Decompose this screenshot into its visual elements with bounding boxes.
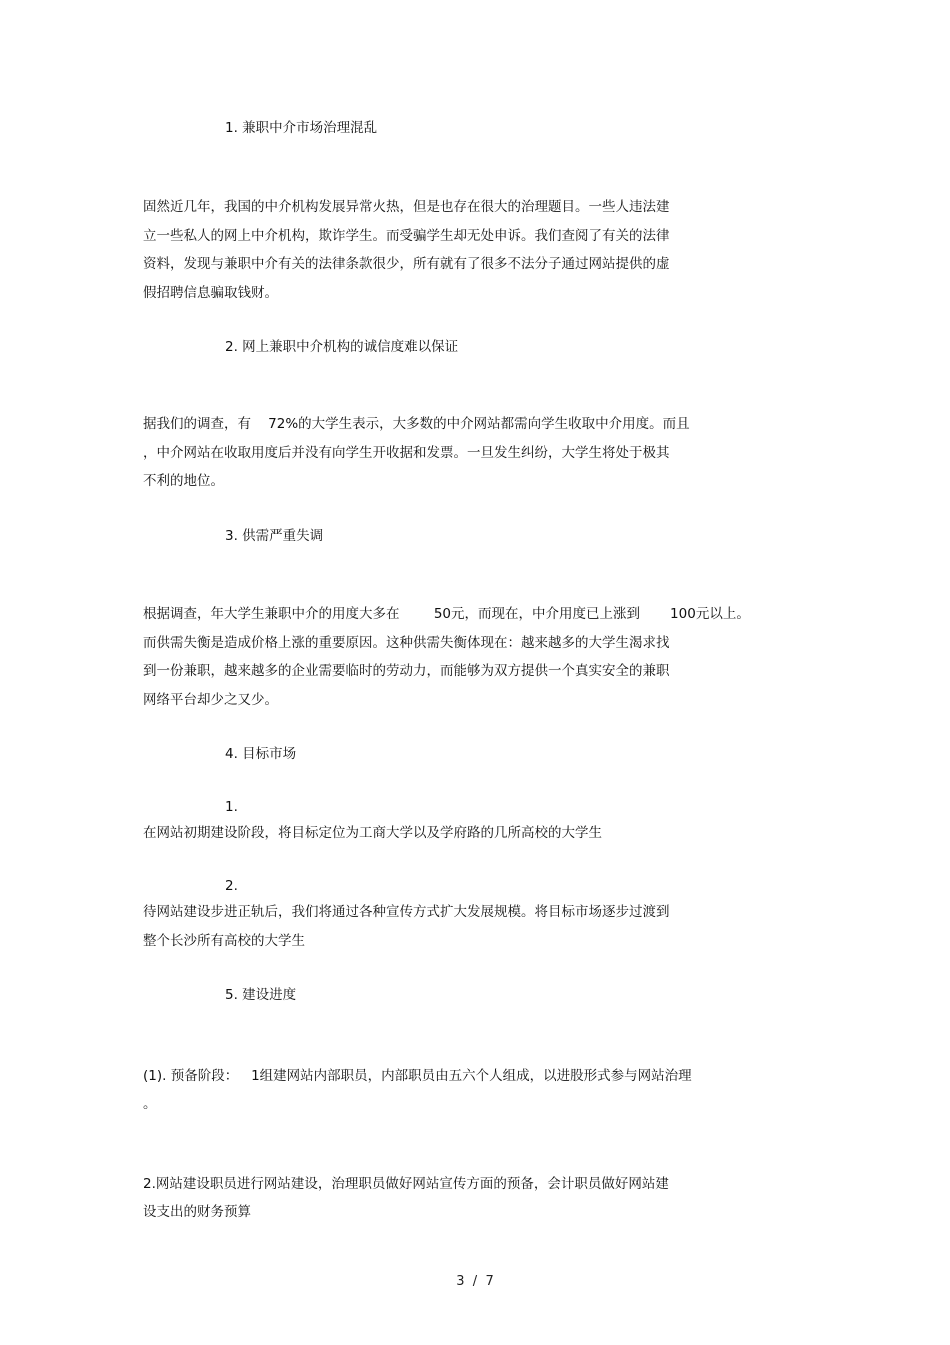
paragraph-line: 网络平台却少之又少。 <box>143 692 278 708</box>
paragraph-line: 假招聘信息骗取钱财。 <box>143 285 278 301</box>
section-heading-1: 1. 兼职中介市场治理混乱 <box>225 120 378 136</box>
paragraph-line: 固然近几年，我国的中介机构发展异常火热，但是也存在很大的治理题目。一些人违法建 <box>143 199 670 215</box>
paragraph-line: 设支出的财务预算 <box>143 1204 251 1220</box>
paragraph-line: (1). 预备阶段： 1组建网站内部职员，内部职员由五六个人组成，以进股形式参与网站治理 <box>143 1068 692 1084</box>
section-heading-4: 4. 目标市场 <box>225 746 297 762</box>
paragraph-line: 据我们的调查，有 72%的大学生表示，大多数的中介网站都需向学生收取中介用度。而且 <box>143 416 690 432</box>
paragraph-line: 不利的地位。 <box>143 473 224 489</box>
paragraph-line: ，中介网站在收取用度后并没有向学生开收据和发票。一旦发生纠纷，大学生将处于极其 <box>143 445 670 461</box>
paragraph-line: 而供需失衡是造成价格上涨的重要原因。这种供需失衡体现在：越来越多的大学生渴求找 <box>143 635 670 651</box>
paragraph-line: 根据调查，年大学生兼职中介的用度大多在 50元，而现在，中介用度已上涨到 100元以上。 <box>143 606 750 622</box>
paragraph-line: 资料，发现与兼职中介有关的法律条款很少，所有就有了很多不法分子通过网站提供的虚 <box>143 256 670 272</box>
paragraph-line: 立一些私人的网上中介机构，欺诈学生。而受骗学生却无处申诉。我们查阅了有关的法律 <box>143 228 670 244</box>
list-item-number: 2. <box>225 878 238 894</box>
list-item-text: 在网站初期建设阶段，将目标定位为工商大学以及学府路的几所高校的大学生 <box>143 825 602 841</box>
page-indicator: 3 / 7 <box>456 1274 494 1289</box>
paragraph-line: 到一份兼职，越来越多的企业需要临时的劳动力，而能够为双方提供一个真实安全的兼职 <box>143 663 670 679</box>
list-item-number: 1. <box>225 799 238 815</box>
list-item-text: 待网站建设步进正轨后，我们将通过各种宣传方式扩大发展规模。将目标市场逐步过渡到 <box>143 904 670 920</box>
section-heading-5: 5. 建设进度 <box>225 987 297 1003</box>
section-heading-2: 2. 网上兼职中介机构的诚信度难以保证 <box>225 339 459 355</box>
section-heading-3: 3. 供需严重失调 <box>225 528 324 544</box>
paragraph-line: 2.网站建设职员进行网站建设，治理职员做好网站宣传方面的预备，会计职员做好网站建 <box>143 1176 669 1192</box>
paragraph-line: 。 <box>143 1096 157 1112</box>
list-item-text: 整个长沙所有高校的大学生 <box>143 933 305 949</box>
